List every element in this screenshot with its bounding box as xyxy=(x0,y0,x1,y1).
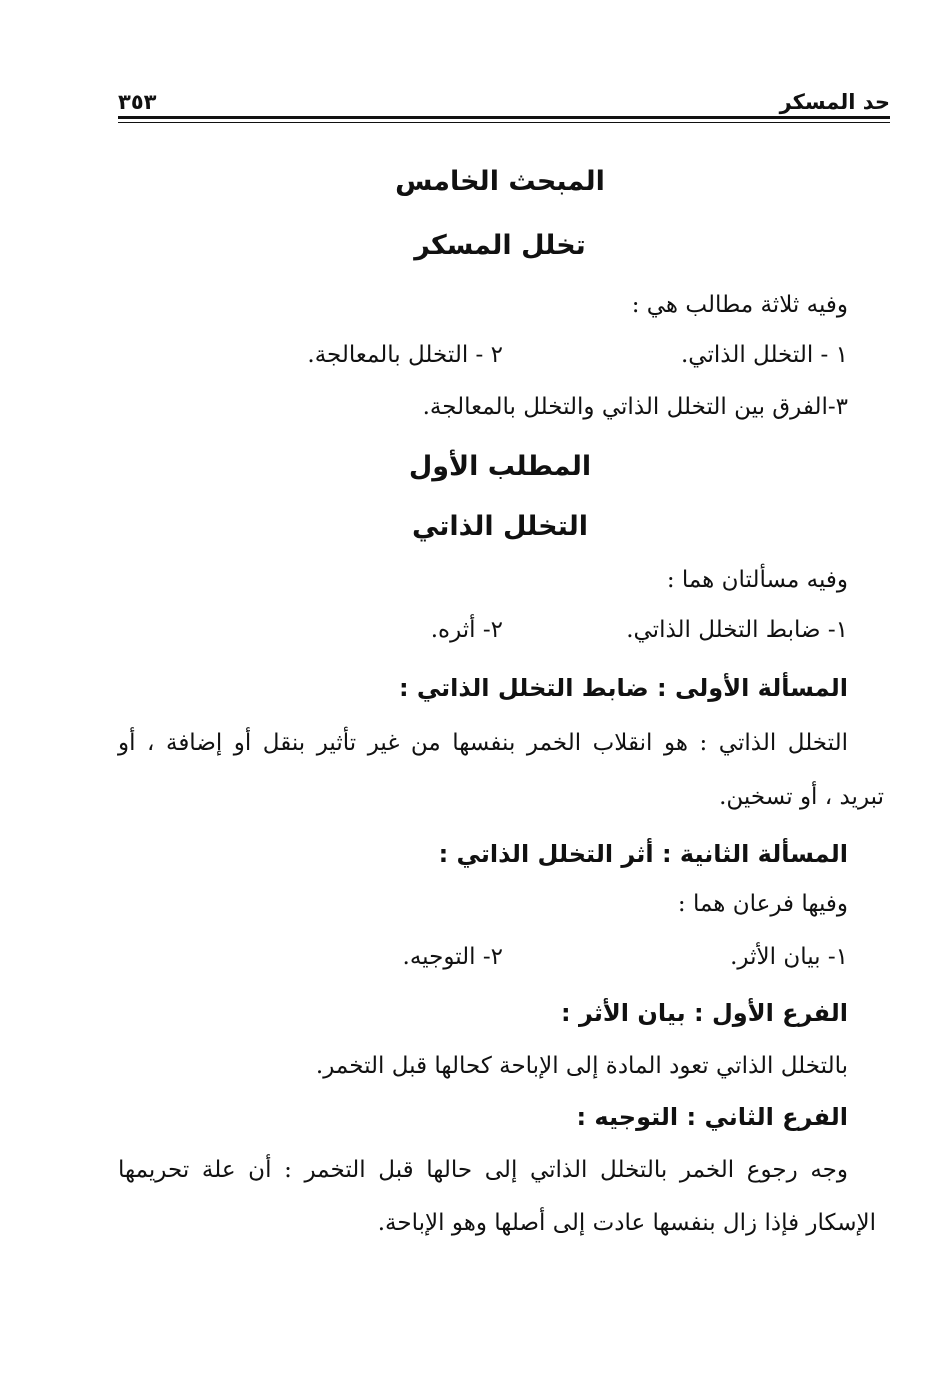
chapter-subtitle: التخلل الذاتي xyxy=(411,511,589,542)
section-intro: وفيه ثلاثة مطالب هي : xyxy=(631,292,848,318)
issue2-item-1: ١- بيان الأثر. xyxy=(730,944,848,970)
section-item-3: ٣-الفرق بين التخلل الذاتي والتخلل بالمعالجة. xyxy=(422,394,848,420)
issue1-line-1: التخلل الذاتي : هو انقلاب الخمر بنفسها من غير تأثير بنقل أو إضافة ، أو xyxy=(118,730,848,756)
chapter-intro: وفيه مسألتان هما : xyxy=(666,567,848,593)
section-subtitle: تخلل المسكر xyxy=(414,230,586,261)
issue1-line-2: تبريد ، أو تسخين. xyxy=(719,784,884,810)
running-title: حد المسكر xyxy=(779,90,890,114)
branch2-heading: الفرع الثاني : التوجيه : xyxy=(576,1103,848,1131)
section-item-2: ٢ - التخلل بالمعالجة. xyxy=(307,342,503,368)
header-rule-thin xyxy=(118,122,890,123)
issue2-intro: وفيها فرعان هما : xyxy=(677,891,848,917)
chapter-item-1: ١- ضابط التخلل الذاتي. xyxy=(626,617,848,643)
issue2-item-2: ٢- التوجيه. xyxy=(402,944,503,970)
branch1-text: بالتخلل الذاتي تعود المادة إلى الإباحة كحالها قبل التخمر. xyxy=(315,1053,848,1079)
chapter-title: المطلب الأول xyxy=(408,451,592,482)
chapter-item-2: ٢- أثره. xyxy=(430,617,503,643)
section-item-1: ١ - التخلل الذاتي. xyxy=(680,342,848,368)
page-number: ٣٥٣ xyxy=(118,90,157,114)
section-title: المبحث الخامس xyxy=(395,166,605,197)
branch2-line-2: الإسكار فإذا زال بنفسها عادت إلى أصلها وهو الإباحة. xyxy=(377,1210,876,1236)
page-header xyxy=(118,84,890,114)
issue2-heading: المسألة الثانية : أثر التخلل الذاتي : xyxy=(438,840,848,868)
branch1-heading: الفرع الأول : بيان الأثر : xyxy=(561,999,848,1027)
issue1-heading: المسألة الأولى : ضابط التخلل الذاتي : xyxy=(398,674,848,702)
branch2-line-1: وجه رجوع الخمر بالتخلل الذاتي إلى حالها قبل التخمر : أن علة تحريمها xyxy=(118,1157,848,1183)
header-rule xyxy=(118,116,890,119)
